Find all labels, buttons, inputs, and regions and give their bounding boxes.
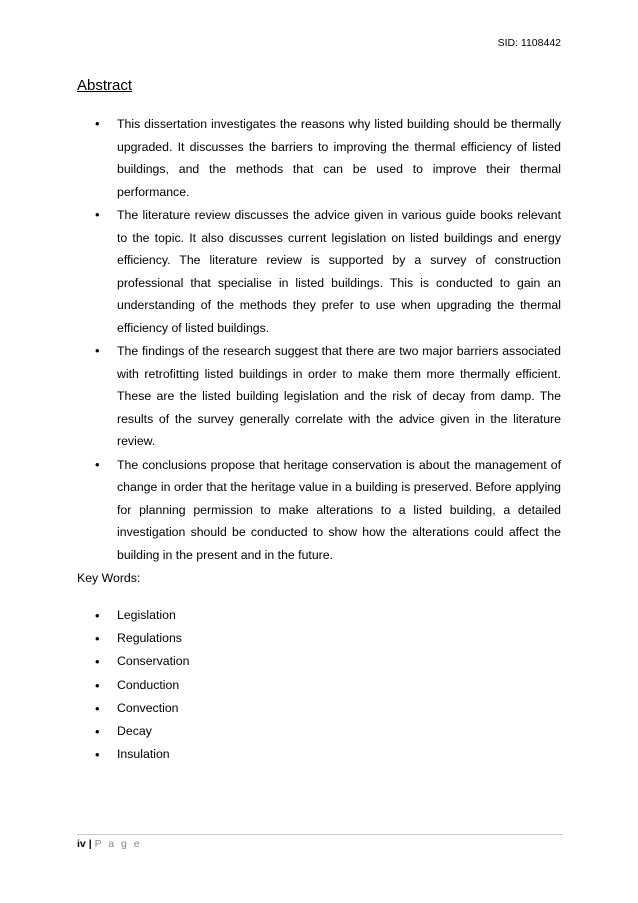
- page-label: P a g e: [94, 838, 142, 850]
- keyword-item: • Conservation: [0, 650, 561, 673]
- keyword-item: • Conduction: [0, 674, 561, 697]
- keyword-item: • Legislation: [0, 604, 561, 627]
- footer-separator: |: [88, 838, 92, 850]
- keyword-item: • Insulation: [0, 743, 561, 766]
- footer-divider: [77, 834, 563, 835]
- student-id: SID: 1108442: [497, 37, 561, 49]
- page-footer: [77, 838, 142, 850]
- abstract-heading: Abstract: [77, 77, 133, 94]
- keywords-list: [0, 604, 561, 766]
- keyword-item: • Convection: [0, 697, 561, 720]
- keyword-item: • Regulations: [0, 627, 561, 650]
- keyword-item: • Decay: [0, 720, 561, 743]
- abstract-item: • The literature review discusses the advice given in various guide books relevant to the topic. It also discusses current legislation on listed buildings and energy efficiency. The literature review is supported by a survey of construction professional that specialise in listed buildings. This is conducted to gain an understanding of the methods they prefer to use when upgrading the thermal efficiency of listed buildings.: [0, 204, 561, 339]
- page-number: iv: [77, 838, 86, 850]
- abstract-item: • The conclusions propose that heritage conservation is about the management of change in order that the heritage value in a building is preserved. Before applying for planning permission to make alterations to a listed building, a detailed investigation should be conducted to show how the alterations could affect the building in the present and in the future.: [0, 454, 561, 567]
- abstract-list: [0, 113, 561, 567]
- abstract-item: • The findings of the research suggest that there are two major barriers associated with retrofitting listed buildings in order to make them more thermally efficient. These are the listed building legislation and the risk of decay from damp. The results of the survey generally correlate with the advice given in the literature review.: [0, 340, 561, 453]
- abstract-item: • This dissertation investigates the reasons why listed building should be thermally upgraded. It discusses the barriers to improving the thermal efficiency of listed buildings, and the methods that can be used to improve their thermal performance.: [0, 113, 561, 203]
- keywords-heading: Key Words:: [77, 571, 141, 585]
